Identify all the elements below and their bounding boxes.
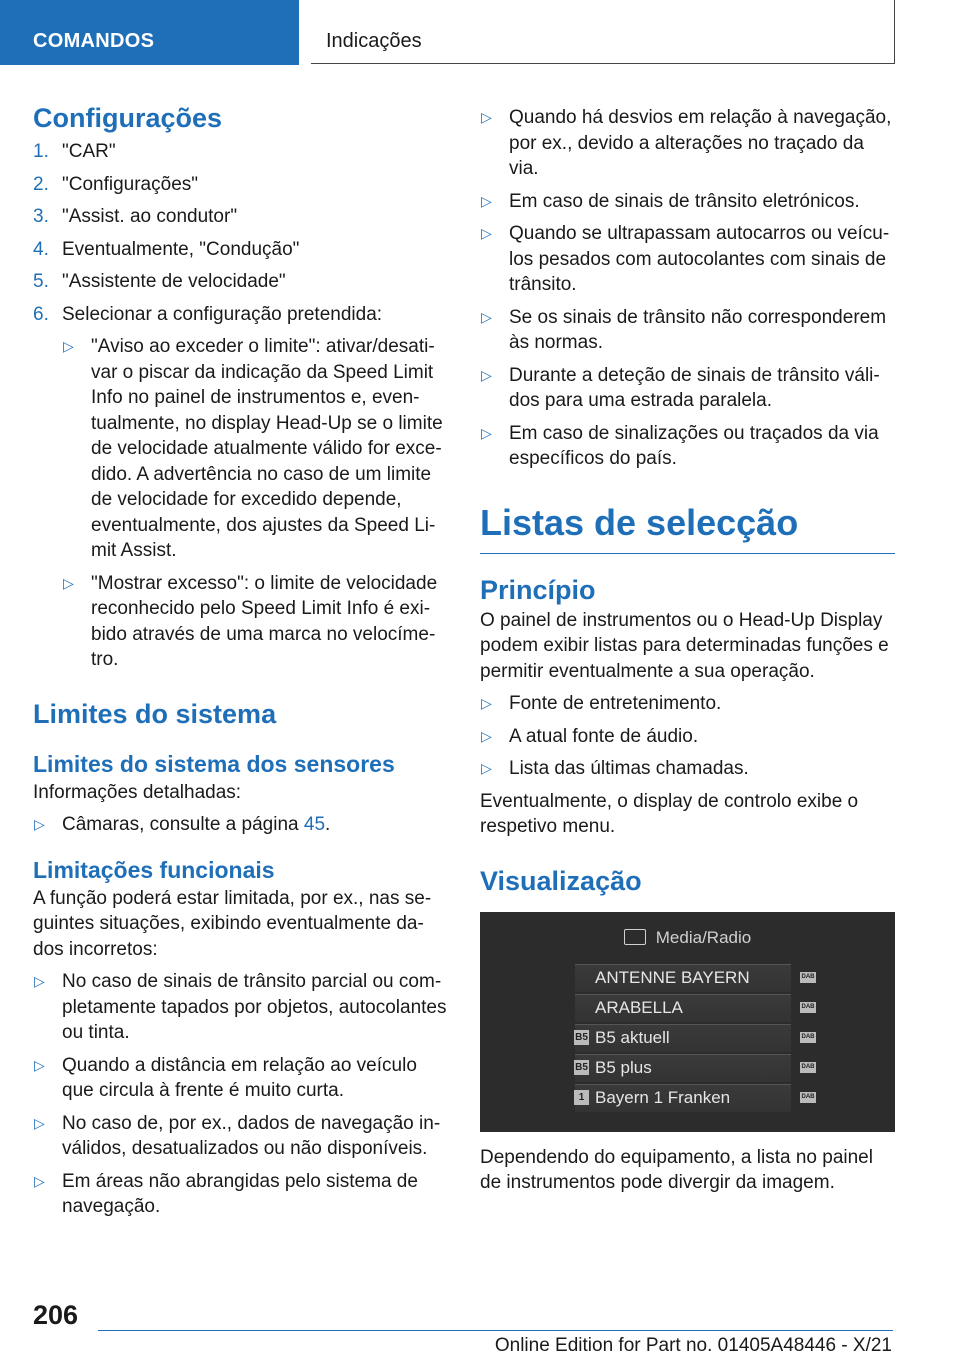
- triangle-bullet-icon: ▷: [481, 192, 492, 209]
- left-column: [33, 100, 448, 1227]
- image-caption: Dependendo do equipamento, a lista no painel de instrumentos pode divergir da imagem.: [480, 1146, 873, 1193]
- list-item: [480, 756, 895, 782]
- triangle-bullet-icon: ▷: [481, 424, 492, 441]
- functional-limits-heading: Limitações funcionais: [33, 856, 275, 883]
- station-name: ANTENNE BAYERN: [595, 967, 750, 987]
- step-number: 2.: [33, 173, 49, 195]
- step-text: Selecionar a configuração pretendida:: [62, 303, 383, 325]
- functional-limits-list: [33, 969, 448, 1220]
- triangle-bullet-icon: ▷: [34, 973, 45, 989]
- footer-rule: [98, 1330, 893, 1331]
- sensor-limits-heading: Limites do sistema dos sensores: [33, 750, 395, 777]
- screen-title-text: Media/Radio: [655, 927, 752, 947]
- station-row: [575, 994, 815, 1022]
- settings-steps: [33, 139, 448, 673]
- footer-edition: Online Edition for Part no. 01405A48446 - X/21: [494, 1335, 892, 1356]
- bullet-text: Quando há desvios em relação à navegação, por ex., devido a alterações no traçado da via.: [509, 107, 892, 179]
- header-section-label: COMANDOS: [33, 30, 155, 52]
- station-row: [575, 1024, 815, 1052]
- station-list: [575, 964, 815, 1114]
- step6-options: [62, 334, 448, 673]
- step-item: [33, 302, 448, 673]
- bullet-text: "Mostrar excesso": o limite de velocidade reconhecido pelo Speed Limit Info é exibido através de uma marca no velocímetro.: [91, 572, 438, 670]
- bullet-text: "Aviso ao exceder o limite": ativar/desativar o piscar da indicação da Speed Limit Info no painel de instrumentos e, eventualmente, no display Head-Up se o limite de velocidade atualmente válido for excedido. A advertência no caso de um limite de velocidade for excedido depende, eventualmente, dos ajustes da Speed Limit Assist.: [91, 336, 443, 561]
- step-text: "Configurações": [62, 173, 199, 195]
- page-number: 206: [33, 1300, 79, 1330]
- step-item: [33, 139, 448, 165]
- station-row: [575, 964, 815, 992]
- media-radio-screenshot: [480, 912, 895, 1132]
- triangle-bullet-icon: ▷: [481, 695, 492, 711]
- sensor-limits-intro: Informações detalhadas:: [33, 781, 242, 803]
- station-name: Bayern 1 Franken: [595, 1087, 731, 1107]
- bullet-text: No caso de, por ex., dados de navegação inválidos, desatualizados ou não disponíveis.: [62, 1112, 441, 1159]
- step-item: [33, 237, 448, 263]
- settings-heading: Configurações: [33, 103, 223, 133]
- station-row: [575, 1054, 815, 1082]
- triangle-bullet-icon: ▷: [481, 727, 492, 744]
- step-number: 4.: [33, 238, 49, 260]
- header-chapter-label: Indicações: [326, 30, 422, 52]
- bullet-text: Durante a deteção de sinais de trânsito válidos para uma estrada paralela.: [509, 364, 880, 411]
- triangle-bullet-icon: ▷: [63, 338, 74, 354]
- triangle-bullet-icon: ▷: [481, 760, 492, 776]
- list-item: [33, 812, 448, 838]
- step-number: 6.: [33, 303, 49, 325]
- list-item: [480, 691, 895, 717]
- list-item: [62, 334, 448, 564]
- triangle-bullet-icon: ▷: [34, 1114, 45, 1131]
- header-section-tab: [0, 0, 299, 65]
- step-number: 1.: [33, 141, 49, 162]
- station-name: B5 plus: [595, 1057, 652, 1077]
- bullet-text-end: .: [325, 814, 331, 835]
- step-text: Eventualmente, "Condução": [62, 238, 300, 260]
- triangle-bullet-icon: ▷: [481, 366, 492, 383]
- bullet-text: Em caso de sinalizações ou traçados da via específicos do país.: [509, 422, 879, 469]
- list-item: [62, 571, 448, 673]
- continued-limits-list: [480, 105, 895, 472]
- step-item: [33, 269, 448, 295]
- bullet-text: A atual fonte de áudio.: [509, 725, 699, 747]
- selection-lists-heading: Listas de selecção: [480, 501, 799, 543]
- step-item: [33, 204, 448, 230]
- bullet-text: Se os sinais de trânsito não corresponderem às normas.: [509, 306, 887, 353]
- list-item: [33, 1111, 448, 1162]
- list-item: [480, 221, 895, 298]
- selection-lists-heading-block: [480, 499, 895, 554]
- triangle-bullet-icon: ▷: [481, 225, 492, 241]
- list-item: [33, 969, 448, 1046]
- page-reference-link[interactable]: 45: [303, 814, 326, 835]
- dab-badge-icon: DAB: [800, 1092, 816, 1103]
- principle-after-text: Eventualmente, o display de controlo exibe o respetivo menu.: [480, 790, 859, 837]
- display-heading: Visualização: [480, 865, 642, 896]
- screen-title: [480, 928, 895, 948]
- station-logo-icon: B5: [575, 1031, 588, 1043]
- station-row: [575, 1084, 815, 1112]
- triangle-bullet-icon: ▷: [63, 574, 74, 591]
- step-text: "Assistente de velocidade": [62, 271, 286, 292]
- triangle-bullet-icon: ▷: [34, 1172, 45, 1189]
- right-column: [480, 105, 895, 1196]
- principle-heading: Princípio: [480, 574, 596, 605]
- station-name: ARABELLA: [595, 997, 683, 1017]
- list-item: [480, 421, 895, 472]
- list-item: [480, 105, 895, 182]
- sensor-limits-list: [33, 812, 448, 838]
- list-item: [33, 1053, 448, 1104]
- list-item: [33, 1169, 448, 1220]
- triangle-bullet-icon: ▷: [481, 109, 492, 125]
- list-item: [480, 305, 895, 356]
- triangle-bullet-icon: ▷: [34, 1056, 45, 1073]
- bullet-text: Em áreas não abrangidas pelo sistema de navegação.: [62, 1170, 418, 1217]
- step-number: 5.: [33, 271, 49, 292]
- bullet-text: Quando a distância em relação ao veículo que circula à frente é muito curta.: [62, 1054, 417, 1101]
- bullet-text: Lista das últimas chamadas.: [509, 758, 749, 779]
- functional-limits-intro: A função poderá estar limitada, por ex., nas seguintes situações, exibindo eventualmente dados incorretos:: [33, 887, 432, 960]
- principle-list: [480, 691, 895, 782]
- step-text: "CAR": [62, 141, 116, 162]
- step-item: [33, 172, 448, 198]
- step-text: "Assist. ao condutor": [62, 206, 238, 227]
- list-item: [480, 724, 895, 750]
- bullet-text: Fonte de entretenimento.: [509, 693, 722, 714]
- media-icon: [624, 929, 646, 945]
- header-chapter-box: [311, 0, 895, 64]
- bullet-text: No caso de sinais de trânsito parcial ou completamente tapados por objetos, autocolantes ou tinta.: [62, 971, 447, 1043]
- dab-badge-icon: DAB: [800, 1062, 816, 1073]
- station-logo-icon: B5: [575, 1061, 588, 1073]
- triangle-bullet-icon: ▷: [481, 308, 492, 325]
- dab-badge-icon: DAB: [800, 1002, 816, 1013]
- dab-badge-icon: DAB: [800, 972, 816, 983]
- list-item: [480, 363, 895, 414]
- bullet-text: Quando se ultrapassam autocarros ou veículos pesados com autocolantes com sinais de trânsito.: [509, 223, 890, 295]
- dab-badge-icon: DAB: [800, 1032, 816, 1043]
- triangle-bullet-icon: ▷: [34, 816, 45, 832]
- bullet-text: Câmaras, consulte a página: [62, 814, 304, 835]
- station-logo-icon: 1: [574, 1090, 589, 1105]
- bullet-text: Em caso de sinais de trânsito eletrónicos.: [509, 190, 860, 212]
- principle-text: O painel de instrumentos ou o Head-Up Display podem exibir listas para determinadas funções e permitir eventualmente a sua operação.: [480, 609, 889, 682]
- list-item: [480, 189, 895, 215]
- system-limits-heading: Limites do sistema: [33, 698, 277, 729]
- station-name: B5 aktuell: [595, 1027, 670, 1047]
- step-number: 3.: [33, 206, 49, 227]
